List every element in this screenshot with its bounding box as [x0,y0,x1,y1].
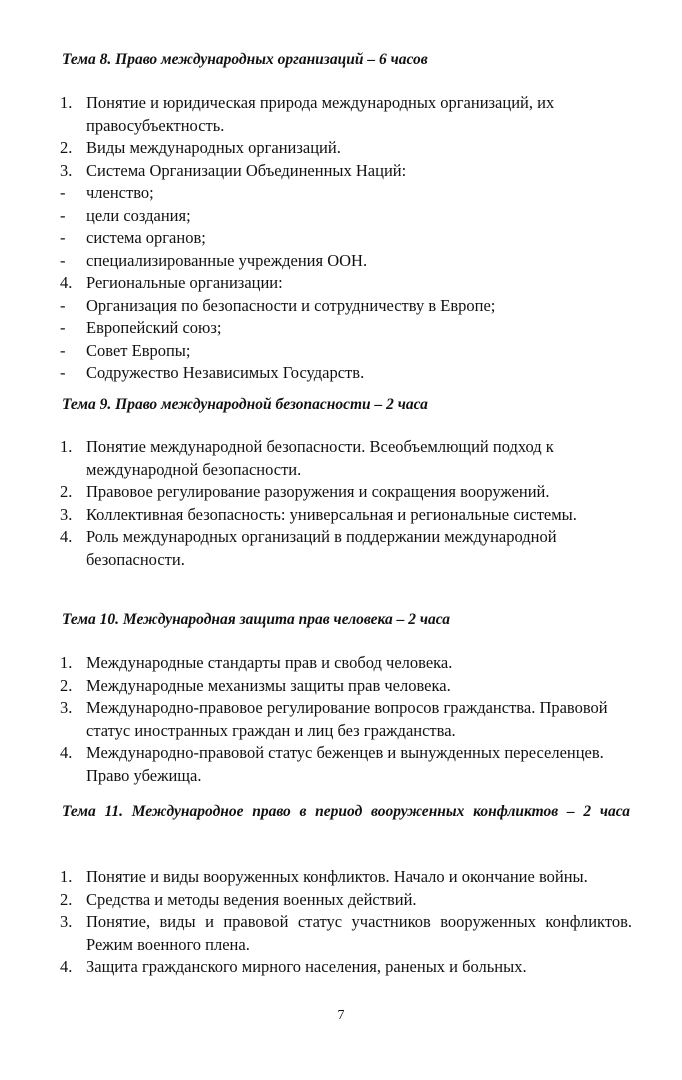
list-item [60,295,632,318]
section-10-list [60,652,632,787]
list-marker: 2. [60,482,73,501]
list-item [60,504,632,527]
list-item-text: система органов; [86,228,206,247]
section-10-heading: Тема 10. Международная защита прав человека – 2 часа [62,611,450,628]
list-item [60,317,632,340]
list-marker: - [60,295,66,315]
list-marker: 3. [60,912,73,931]
list-marker: 4. [60,273,73,292]
list-item-text: Понятие и виды вооруженных конфликтов. Начало и окончание войны. [86,867,588,886]
list-item [60,652,632,675]
section-8-list [60,92,632,385]
list-item-text: Виды международных организаций. [86,138,341,157]
list-item [60,137,632,160]
list-item-text: Понятие и юридическая природа международных организаций, их правосубъектность. [86,93,555,135]
section-11-list [60,866,632,979]
list-marker: 1. [60,93,73,112]
list-item [60,250,632,273]
list-marker: 3. [60,504,73,524]
list-item-text: Коллективная безопасность: универсальная и региональные системы. [86,504,577,524]
list-marker: 1. [60,437,73,456]
list-marker: 4. [60,743,73,762]
list-item [60,675,632,698]
list-item-text: Правовое регулирование разоружения и сокращения вооружений. [86,482,550,501]
list-marker: 2. [60,889,73,909]
list-item-text: Понятие международной безопасности. Всеобъемлющий подход к международной безопасности. [86,437,554,479]
list-marker: - [60,340,66,360]
list-marker: - [60,183,66,202]
list-item [60,481,632,504]
list-marker: 3. [60,160,73,180]
list-marker: - [60,318,66,337]
list-marker: - [60,250,66,270]
list-item-text: специализированные учреждения ООН. [86,250,368,270]
page-number: 7 [337,1008,345,1023]
list-marker: 3. [60,698,73,717]
list-marker: 4. [60,527,73,546]
list-item-text: Средства и методы ведения военных действий. [86,889,417,909]
list-marker: - [60,228,66,247]
list-item-text: Содружество Независимых Государств. [86,363,365,382]
list-marker: 1. [60,867,73,886]
list-item-text: Система Организации Объединенных Наций: [86,160,407,180]
section-9-list [60,436,632,571]
list-item [60,272,632,295]
section-9-heading: Тема 9. Право международной безопасности – 2 часа [62,396,428,413]
list-item-text: Международные стандарты прав и свобод человека. [86,653,453,672]
list-item-text: Международные механизмы защиты прав человека. [86,675,451,695]
list-item-text: Понятие, виды и правовой статус участников вооруженных конфликтов. Режим военного плена. [86,912,632,954]
list-item-text: Защита гражданского мирного населения, раненых и больных. [86,957,527,976]
list-item [60,340,632,363]
list-item [60,436,632,481]
list-marker: 1. [60,653,73,672]
list-item [60,889,632,912]
list-item [60,92,632,137]
list-item [60,742,632,787]
list-item [60,160,632,183]
list-item [60,697,632,742]
list-item-text: Международно-правовое регулирование вопросов гражданства. Правовой статус иностранных граждан и лиц без гражданства. [86,698,608,740]
section-11-heading: Тема 11. Международное право в период вооруженных конфликтов – 2 часа [62,803,630,820]
list-marker: - [60,363,66,382]
list-item [60,205,632,228]
list-item [60,956,632,979]
list-marker: 2. [60,675,73,695]
section-8-heading: Тема 8. Право международных организаций – 6 часов [62,51,428,68]
list-item [60,182,632,205]
list-item [60,526,632,571]
list-item-text: цели создания; [86,205,191,225]
list-item [60,362,632,385]
list-item-text: Организация по безопасности и сотрудничеству в Европе; [86,295,496,315]
list-marker: 4. [60,957,73,976]
list-item-text: членство; [86,183,154,202]
list-item [60,911,632,956]
list-item-text: Международно-правовой статус беженцев и вынужденных переселенцев. Право убежища. [86,743,604,785]
list-item-text: Роль международных организаций в поддержании международной безопасности. [86,527,557,569]
list-item-text: Совет Европы; [86,340,191,360]
list-item [60,227,632,250]
list-item-text: Европейский союз; [86,318,222,337]
list-marker: 2. [60,138,73,157]
list-item-text: Региональные организации: [86,273,283,292]
list-marker: - [60,205,66,225]
list-item [60,866,632,889]
